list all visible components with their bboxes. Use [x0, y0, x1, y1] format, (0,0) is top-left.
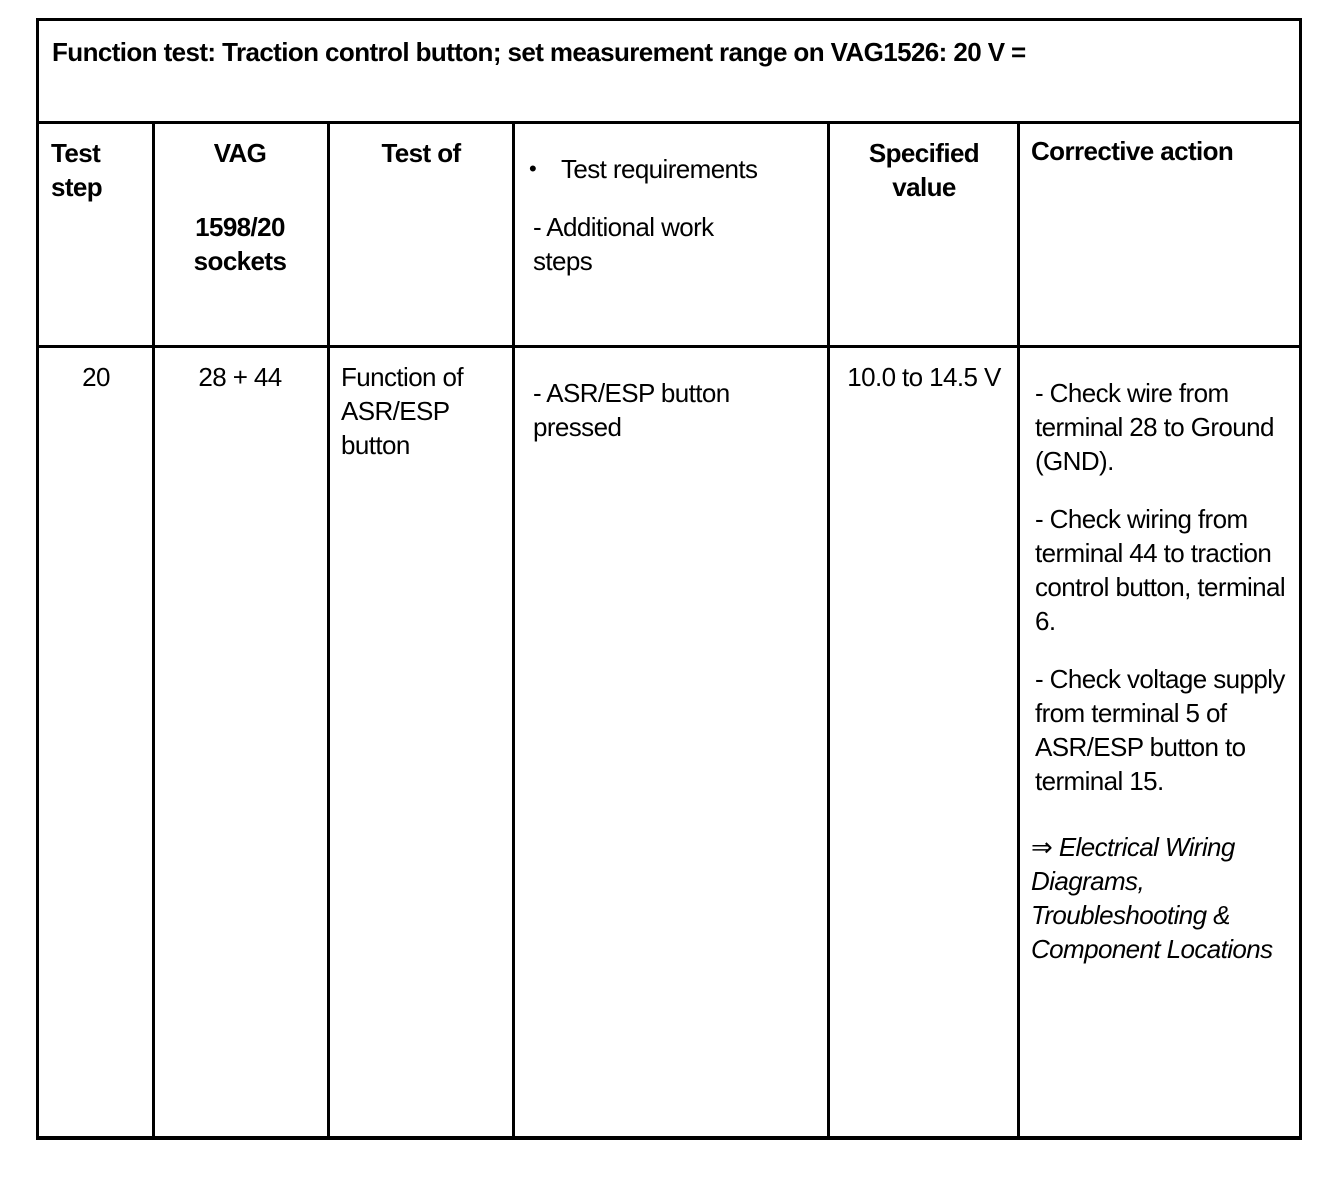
wiring-diagram-reference[interactable]: [1031, 830, 1297, 966]
header-vag-line1: VAG: [213, 138, 267, 168]
header-test-step: Test step: [51, 138, 103, 202]
header-vag: [155, 136, 325, 278]
bullet-icon: •: [529, 156, 537, 181]
column-divider: [1017, 124, 1020, 1136]
header-test-of: Test of: [381, 138, 461, 168]
row-requirements: - ASR/ESP button pressed: [533, 378, 730, 442]
header-specified-value: Specified value: [868, 138, 980, 202]
column-divider: [327, 124, 330, 1136]
row-specified-value: 10.0 to 14.5 V: [847, 362, 1001, 392]
header-additional-work-steps: - Additional work steps: [533, 212, 714, 276]
row-test-step: 20: [82, 362, 110, 392]
wiring-diagram-link[interactable]: Electrical Wiring Diagrams, Troubleshooting & Component Locations: [1031, 832, 1273, 964]
table-title: Function test: Traction control button; set measurement range on VAG1526: 20 V =: [52, 37, 1026, 67]
column-divider: [512, 124, 515, 1136]
column-divider: [152, 124, 155, 1136]
corrective-action-3: - Check voltage supply from terminal 5 of ASR/ESP button to terminal 15.: [1035, 664, 1285, 796]
column-divider: [827, 124, 830, 1136]
header-corrective-action: Corrective action: [1031, 136, 1234, 166]
row-corrective-action: [1031, 376, 1297, 966]
header-test-requirements: Test requirements: [561, 154, 758, 184]
row-test-of: Function of ASR/ESP button: [341, 362, 464, 460]
function-test-table: [36, 18, 1302, 1140]
header-test-requirements-item: [515, 152, 825, 186]
header-row: [39, 124, 1299, 348]
corrective-action-1: - Check wire from terminal 28 to Ground (GND).: [1035, 378, 1274, 476]
row-sockets: 28 + 44: [198, 362, 282, 392]
header-vag-sockets: 1598/20 sockets: [193, 212, 287, 276]
arrow-right-icon: ⇒: [1031, 832, 1053, 862]
corrective-action-2: - Check wiring from terminal 44 to traction control button, terminal 6.: [1035, 504, 1286, 636]
table-title-cell: [39, 21, 1299, 124]
table-row: [39, 348, 1299, 1140]
header-requirements: [515, 152, 825, 278]
